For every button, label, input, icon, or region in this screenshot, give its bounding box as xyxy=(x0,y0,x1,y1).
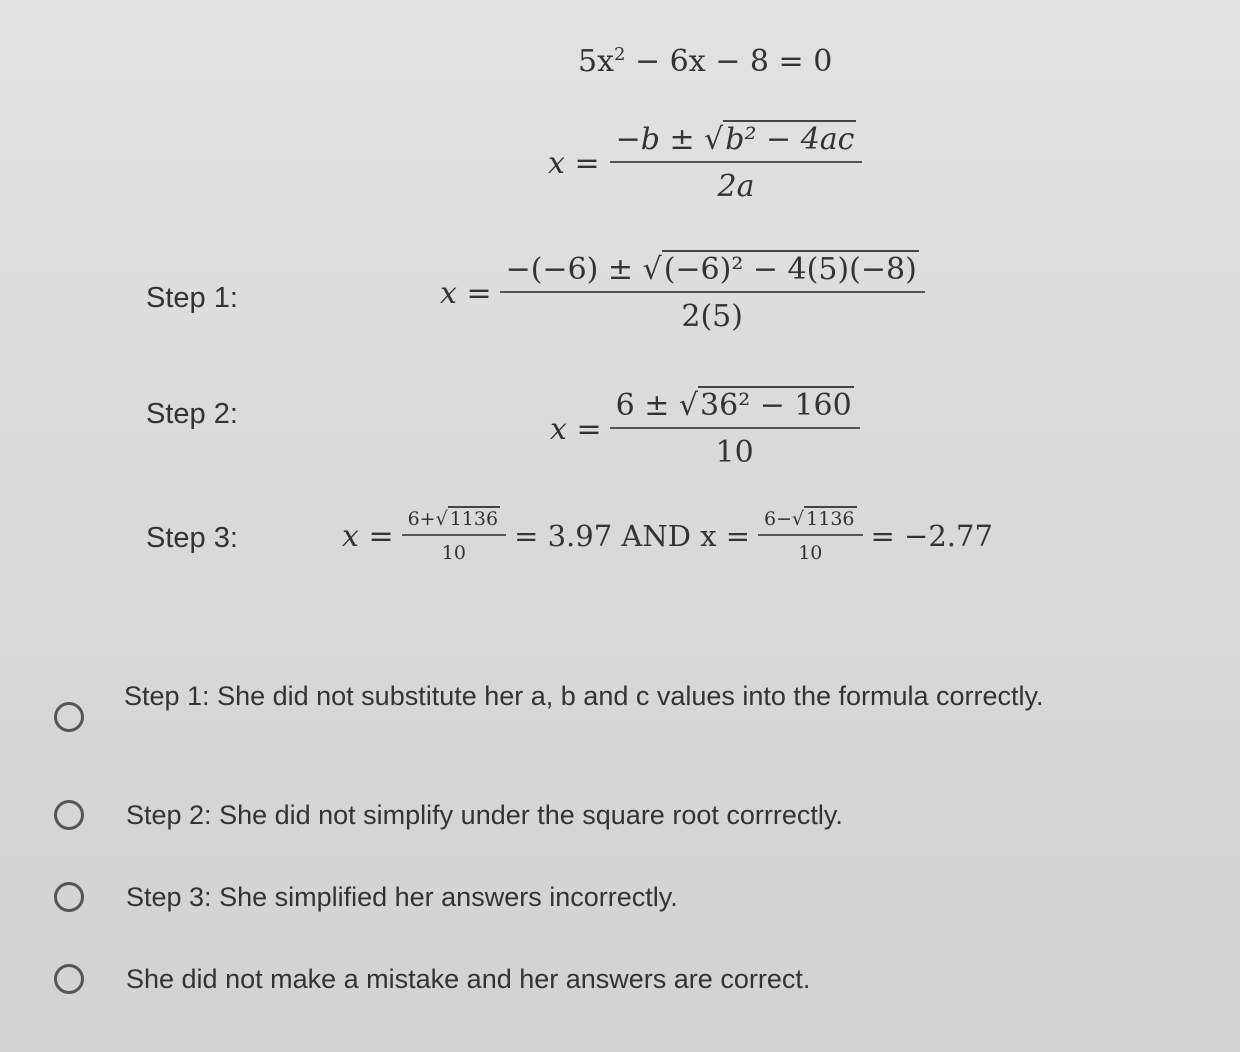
option-4[interactable] xyxy=(54,958,810,1000)
formula-denominator: 2a xyxy=(717,169,755,204)
step-2-expression xyxy=(550,388,860,470)
step-3-end: = −2.77 xyxy=(870,519,993,553)
step-3-expression xyxy=(342,508,993,564)
quadratic-equation xyxy=(578,44,832,79)
step-2-label: Step 2: xyxy=(146,398,238,430)
formula-x-eq: x = xyxy=(548,145,600,181)
step-1-radicand: (−6)² − 4(5)(−8) xyxy=(663,252,917,287)
equation-rest: − 6x − 8 = 0 xyxy=(625,44,833,79)
step-1-expression xyxy=(440,252,925,334)
option-1[interactable] xyxy=(54,676,1054,732)
option-3[interactable] xyxy=(54,876,678,918)
option-3-text: Step 3: She simplified her answers incorrectly. xyxy=(126,882,678,912)
step-3-fraction-1-radicand: 1136 xyxy=(449,508,499,530)
step-1-label: Step 1: xyxy=(146,282,238,314)
step-3-x-eq-1: x = xyxy=(342,518,394,554)
option-3-radio[interactable] xyxy=(54,882,84,912)
equation-lhs: 5x xyxy=(578,44,615,79)
option-2[interactable] xyxy=(54,794,843,836)
step-3-fraction-2-radicand: 1136 xyxy=(806,508,855,530)
step-3-fraction-1 xyxy=(402,508,506,564)
step-2-denominator: 10 xyxy=(715,435,754,470)
step-2-radicand: 36² − 160 xyxy=(700,388,852,423)
quadratic-formula xyxy=(548,122,862,204)
option-4-radio[interactable] xyxy=(54,964,84,994)
step-3-fraction-2-prefix: 6−√ xyxy=(764,508,805,530)
step-1-fraction xyxy=(500,252,925,334)
step-2-numerator-prefix: 6 ± √ xyxy=(615,388,699,423)
step-3-label: Step 3: xyxy=(146,522,238,554)
equation-exponent: 2 xyxy=(614,44,626,65)
step-1-denominator: 2(5) xyxy=(681,299,743,334)
step-2-fraction xyxy=(610,388,860,470)
formula-fraction xyxy=(610,122,863,204)
step-2-x-eq: x = xyxy=(550,411,602,447)
option-1-text: Step 1: She did not substitute her a, b and c values into the formula correctly. xyxy=(124,681,1044,711)
step-3-fraction-2-denominator: 10 xyxy=(798,542,823,564)
step-1-x-eq: x = xyxy=(440,275,492,311)
step-3-fraction-1-denominator: 10 xyxy=(441,542,466,564)
option-1-radio[interactable] xyxy=(54,702,84,732)
formula-numerator-prefix: −b ± √ xyxy=(615,122,724,157)
step-3-fraction-1-prefix: 6+√ xyxy=(407,508,448,530)
step-1-numerator-prefix: −(−6) ± √ xyxy=(505,252,662,287)
step-3-middle: = 3.97 AND x = xyxy=(514,519,751,553)
option-4-text: She did not make a mistake and her answers are correct. xyxy=(126,964,811,994)
option-2-text: Step 2: She did not simplify under the square root corrrectly. xyxy=(126,800,843,830)
step-3-fraction-2 xyxy=(758,508,862,564)
formula-radicand: b² − 4ac xyxy=(725,122,855,157)
option-2-radio[interactable] xyxy=(54,800,84,830)
